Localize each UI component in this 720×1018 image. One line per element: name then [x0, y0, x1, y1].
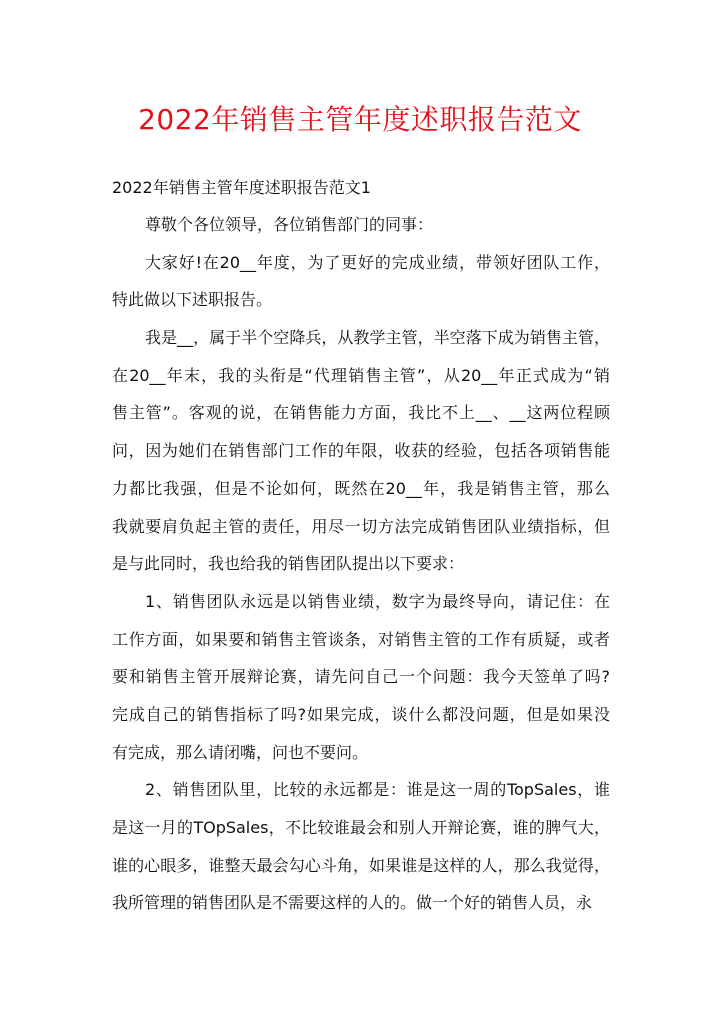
text-line: 1、销售团队永远是以销售业绩，数字为最终导向，请记住：在	[145, 591, 610, 611]
text-line: 工作方面，如果要和销售主管谈条，对销售主管的工作有质疑，或者	[112, 629, 610, 649]
text-line: 在20__年末，我的头衔是“代理销售主管”，从20__年正式成为“销	[112, 365, 610, 385]
text-line: 问，因为她们在销售部门工作的年限，收获的经验，包括各项销售能	[112, 441, 610, 461]
paragraphs	[112, 206, 610, 922]
paragraph	[112, 583, 610, 771]
document-title: 2022年销售主管年度述职报告范文	[138, 103, 582, 136]
text-line: 尊敬个各位领导，各位销售部门的同事：	[145, 215, 434, 234]
text-line: 是与此同时，我也给我的销售团队提出以下要求：	[112, 554, 465, 574]
paragraph	[112, 206, 610, 244]
paragraph	[112, 771, 610, 922]
text-line: 我是__，属于半个空降兵，从教学主管，半空落下成为销售主管，	[145, 328, 610, 348]
text-line: 2、销售团队里，比较的永远都是：谁是这一周的TopSales，谁	[145, 780, 610, 800]
document-body	[112, 170, 610, 922]
paragraph	[112, 319, 610, 583]
text-line: 完成自己的销售指标了吗?如果完成，谈什么都没问题，但是如果没	[112, 704, 610, 724]
section-heading: 2022年销售主管年度述职报告范文1	[112, 178, 371, 197]
paragraph	[112, 244, 610, 319]
text-line: 要和销售主管开展辩论赛，请先问自己一个问题：我今天签单了吗?	[112, 667, 610, 687]
text-line: 谁的心眼多，谁整天最会勾心斗角，如果谁是这样的人，那么我觉得，	[112, 855, 610, 875]
text-line: 我就要肩负起主管的责任，用尽一切方法完成销售团队业绩指标，但	[112, 516, 610, 536]
text-line: 是这一月的TOpSales，不比较谁最会和别人开辩论赛，谁的脾气大，	[112, 818, 610, 837]
text-line: 特此做以下述职报告。	[112, 290, 273, 310]
text-line: 力都比我强，但是不论如何，既然在20__年，我是销售主管，那么	[112, 478, 610, 498]
text-line: 有完成，那么请闭嘴，问也不要问。	[112, 742, 369, 762]
text-line: 售主管”。客观的说，在销售能力方面，我比不上__、__这两位程顾	[112, 403, 610, 423]
text-line: 大家好!在20__年度，为了更好的完成业绩，带领好团队工作，	[145, 252, 610, 272]
text-line: 我所管理的销售团队是不需要这样的人的。做一个好的销售人员，永	[112, 893, 593, 913]
